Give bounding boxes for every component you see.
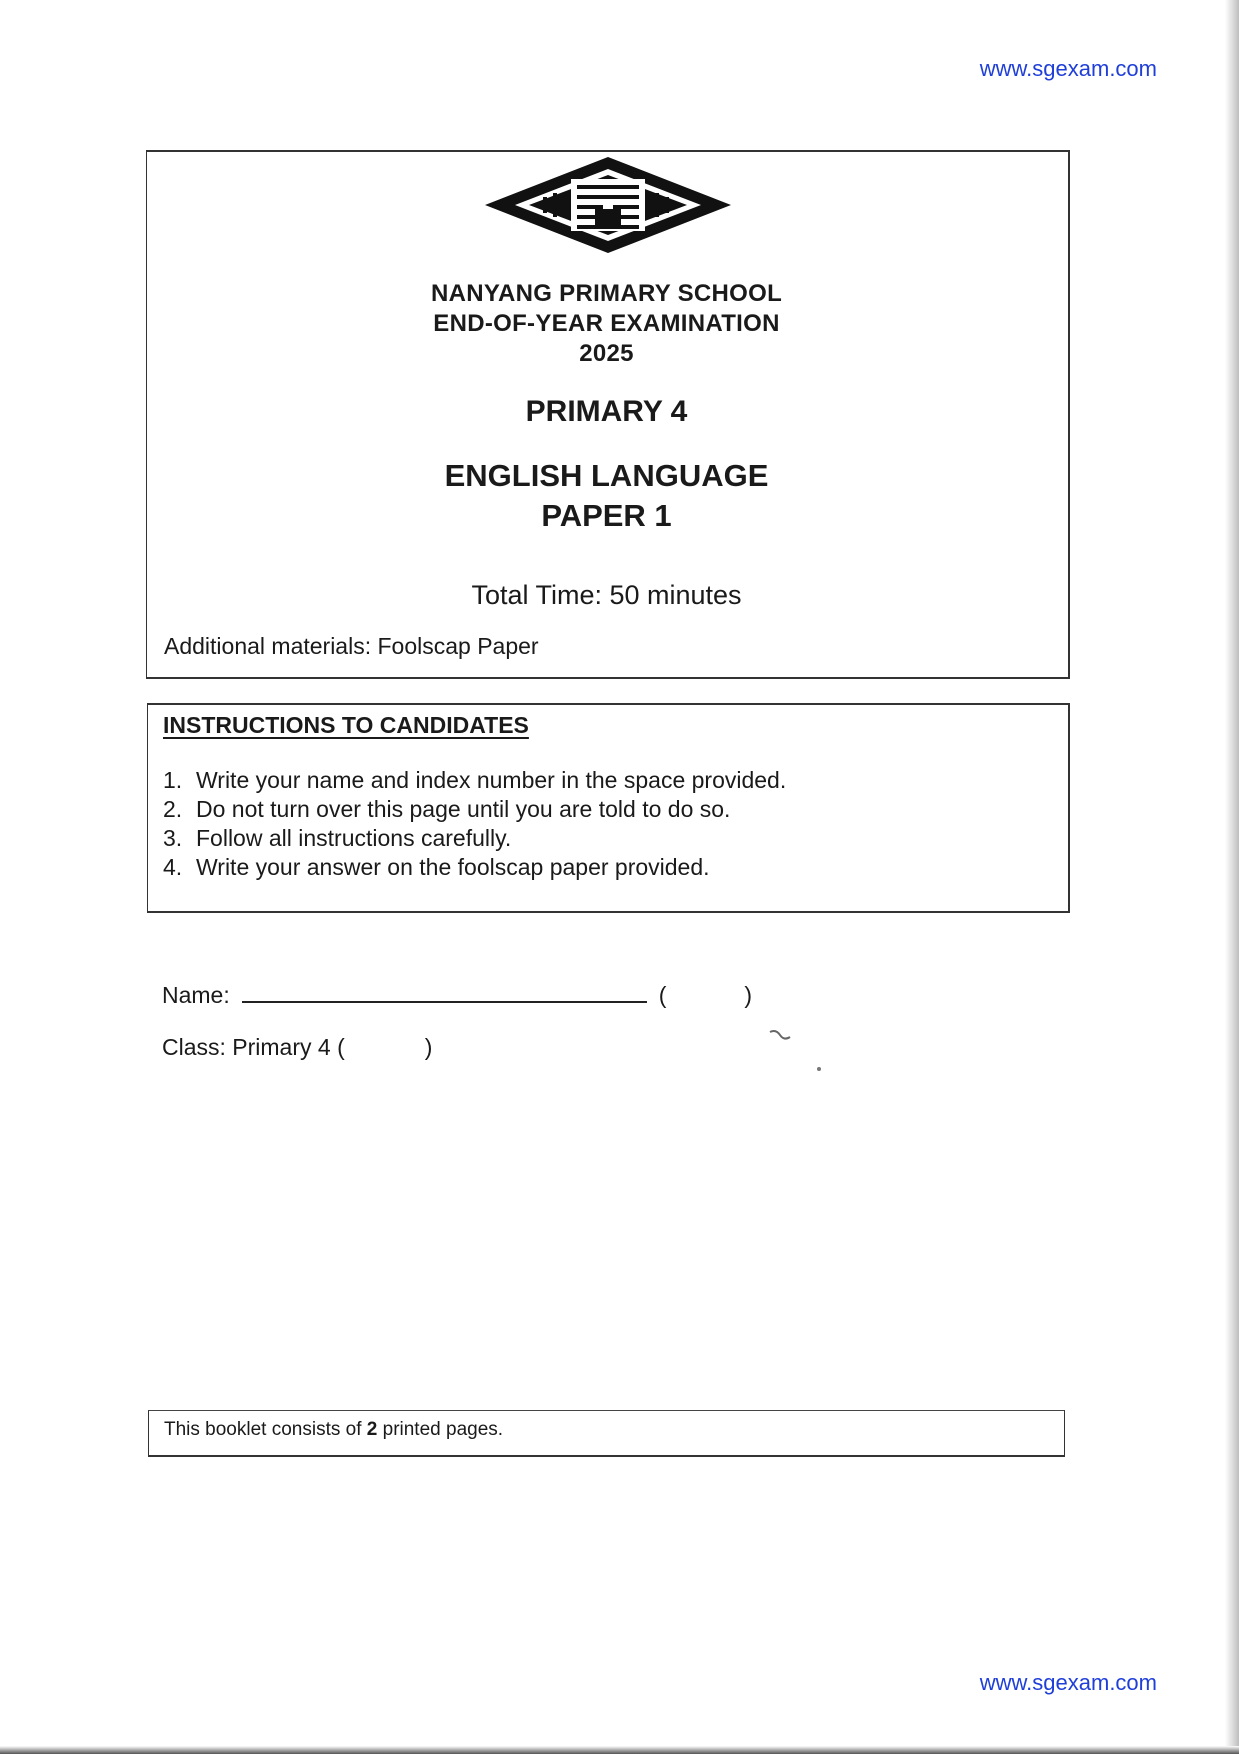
instruction-item — [163, 766, 786, 795]
class-row — [162, 1034, 432, 1061]
exam-name: END-OF-YEAR EXAMINATION — [433, 310, 780, 337]
instruction-item — [163, 824, 786, 853]
scan-dot-icon — [814, 1064, 824, 1074]
school-name: NANYANG PRIMARY SCHOOL — [430, 280, 783, 307]
instruction-text: Do not turn over this page until you are told to do so. — [196, 796, 731, 822]
class-close-paren: ) — [424, 1034, 433, 1060]
instruction-number: 4. — [163, 854, 183, 880]
instruction-item — [163, 795, 786, 824]
page-count: 2 — [366, 1419, 378, 1440]
watermark-link-bottom[interactable]: www.sgexam.com — [979, 1670, 1157, 1695]
additional-materials: Additional materials: Foolscap Paper — [164, 633, 539, 659]
instruction-item — [163, 853, 786, 882]
name-label: Name: — [162, 982, 230, 1008]
level-title: PRIMARY 4 — [525, 395, 688, 428]
total-time: Total Time: 50 minutes — [471, 580, 742, 610]
watermark-link-top[interactable]: www.sgexam.com — [979, 56, 1157, 81]
school-crest-diamond-icon — [485, 157, 731, 253]
instructions-list — [163, 766, 786, 882]
paper-title: PAPER 1 — [541, 498, 672, 533]
page-count-suffix: printed pages. — [377, 1419, 504, 1440]
scan-page-edge — [1225, 0, 1239, 1754]
scan-bottom-edge — [0, 1746, 1239, 1754]
instruction-number: 1. — [163, 767, 183, 793]
exam-year: 2025 — [579, 340, 634, 367]
page-count-prefix: This booklet consists of — [164, 1419, 367, 1440]
index-open-paren: ( — [658, 982, 667, 1008]
instruction-number: 2. — [163, 796, 183, 822]
instruction-number: 3. — [163, 825, 183, 851]
page-count-note — [164, 1419, 503, 1441]
instruction-text: Write your name and index number in the space provided. — [196, 767, 787, 793]
index-close-paren: ) — [744, 982, 753, 1008]
subject-block — [146, 456, 1067, 536]
class-label: Class: Primary 4 ( — [162, 1034, 345, 1060]
name-field[interactable] — [242, 979, 647, 1003]
instruction-text: Follow all instructions carefully. — [196, 825, 512, 851]
scan-mark-icon — [768, 1028, 794, 1044]
subject-title: ENGLISH LANGUAGE — [444, 458, 769, 493]
instructions-heading: INSTRUCTIONS TO CANDIDATES — [163, 712, 529, 738]
name-row — [162, 979, 752, 1009]
exam-title-block — [146, 279, 1067, 369]
instruction-text: Write your answer on the foolscap paper provided. — [196, 854, 710, 880]
